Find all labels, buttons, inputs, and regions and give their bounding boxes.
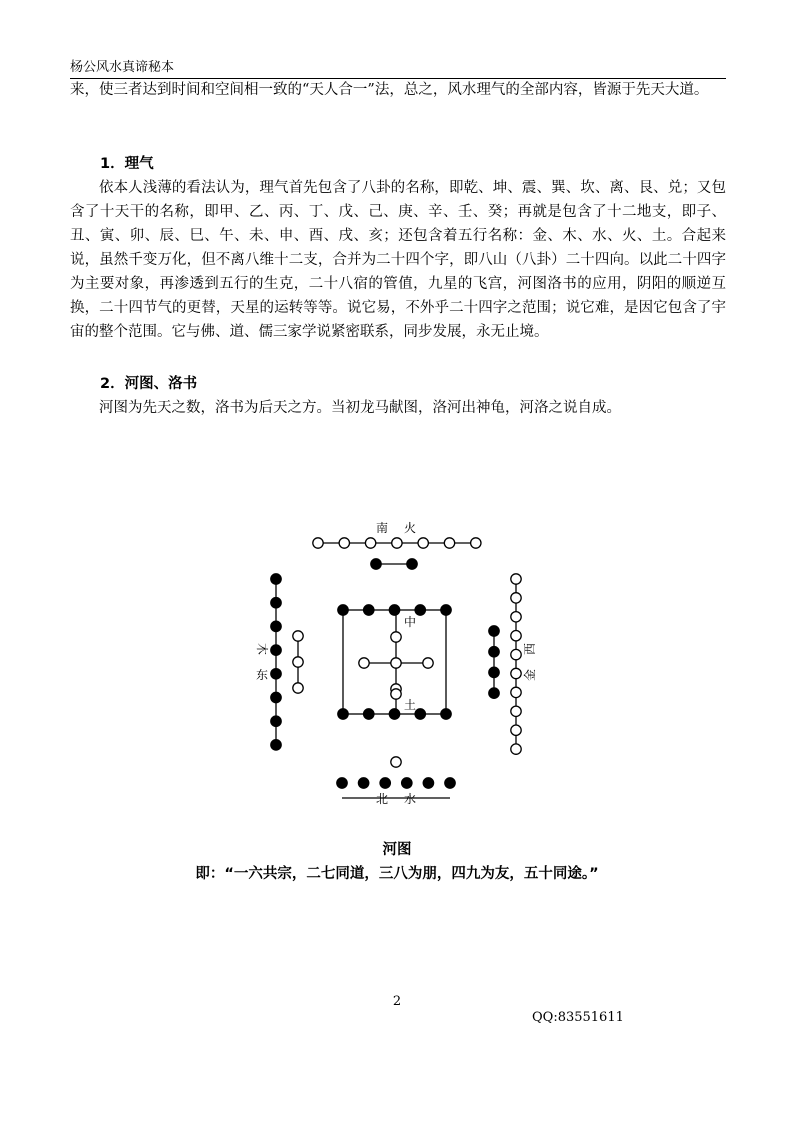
section-heading-hetu-luoshu: 2．河图、洛书 — [100, 376, 198, 392]
hetu-quote: 即：“一六共宗，二七同道，三八为朋，四九为友，五十同途。” — [195, 866, 599, 882]
hetu-dot-east-filled — [271, 645, 281, 655]
hetu-dot-west-open — [511, 631, 521, 641]
hetu-dot-center-filled — [338, 605, 348, 615]
hetu-dot-center-filled — [338, 709, 348, 719]
hetu-dot-south-filled — [407, 559, 417, 569]
hetu-dot-east-filled — [271, 621, 281, 631]
running-header: 杨公风水真谛秘本 — [70, 56, 726, 79]
hetu-dot-east-open — [293, 683, 303, 693]
label-north: 北 — [375, 792, 389, 806]
diagram-caption: 河图 — [382, 842, 412, 858]
hetu-dot-east-filled — [271, 740, 281, 750]
hetu-dot-west-open — [511, 612, 521, 622]
hetu-dot-center-filled — [415, 605, 425, 615]
hetu-dot-center-open — [423, 658, 433, 668]
label-wood: 木 — [255, 642, 269, 656]
hetu-dot-west-filled — [489, 667, 499, 677]
hetu-dot-east-filled — [271, 574, 281, 584]
hetu-dot-south-open — [471, 538, 481, 548]
hetu-dot-west-open — [511, 668, 521, 678]
hetu-dot-west-open — [511, 725, 521, 735]
hetu-dot-west-filled — [489, 647, 499, 657]
label-fire: 火 — [403, 521, 417, 535]
hetu-dot-center-open — [359, 658, 369, 668]
label-south: 南 — [375, 521, 389, 535]
hetu-dot-north-open — [391, 757, 401, 767]
hetu-dot-north-filled — [423, 778, 433, 788]
hetu-dot-south-open — [418, 538, 428, 548]
hetu-dot-center-filled — [441, 605, 451, 615]
contact-qq: QQ:83551611 — [532, 1010, 624, 1025]
hetu-dot-west-filled — [489, 626, 499, 636]
hetu-dot-west-open — [511, 706, 521, 716]
hetu-dot-east-open — [293, 631, 303, 641]
hetu-dot-north-filled — [337, 778, 347, 788]
hetu-dot-south-open — [339, 538, 349, 548]
hetu-dot-center-open — [391, 689, 401, 699]
hetu-dot-north-filled — [445, 778, 455, 788]
hetu-dot-center-filled — [441, 709, 451, 719]
hetu-dot-west-open — [511, 574, 521, 584]
hetu-paragraph: 河图为先天之数，洛书为后天之方。当初龙马献图，洛河出神龟，河洛之说自成。 — [99, 400, 621, 416]
hetu-dot-center-filled — [415, 709, 425, 719]
hetu-dot-west-filled — [489, 688, 499, 698]
hetu-dot-south-open — [313, 538, 323, 548]
page-number: 2 — [392, 994, 402, 1009]
hetu-dot-south-open — [392, 538, 402, 548]
hetu-dot-center-open — [391, 632, 401, 642]
hetu-dot-east-filled — [271, 669, 281, 679]
hetu-dot-east-filled — [271, 692, 281, 702]
hetu-dot-west-open — [511, 649, 521, 659]
label-east: 东 — [255, 668, 269, 682]
hetu-dot-north-filled — [358, 778, 368, 788]
hetu-dot-center-filled — [364, 605, 374, 615]
hetu-dot-south-open — [444, 538, 454, 548]
section-heading-liqi: 1．理气 — [100, 156, 154, 172]
hetu-dot-west-open — [511, 593, 521, 603]
hetu-dot-west-open — [511, 687, 521, 697]
hetu-dot-north-filled — [402, 778, 412, 788]
hetu-dot-east-open — [293, 657, 303, 667]
label-center: 中 — [403, 615, 417, 629]
hetu-dot-north-filled — [380, 778, 390, 788]
liqi-paragraph: 依本人浅薄的看法认为，理气首先包含了八卦的名称，即乾、坤、震、巽、坎、离、艮、兑；又包含了十天干的名称，即甲、乙、丙、丁、戊、己、庚、辛、壬、癸；再就是包含了十二地支，即子、丑、寅、卯、辰、巳、午、未、申、酉、戌、亥；还包含着五行名称：金、木、水、火、土。合起来说，虽然千变万化，但不离八维十二支，合并为二十四个字，即八山（八卦）二十四向。以此二十四字为主要对象，再渗透到五行的生克，二十八宿的管值，九星的飞宫，河图洛书的应用，阴阳的顺逆互换，二十四节气的更替，天星的运转等等。说它易，不外乎二十四字之范围；说它难，是因它包含了宇宙的整个范围。它与佛、道、儒三家学说紧密联系，同步发展，永无止境。 — [70, 180, 726, 340]
hetu-dot-west-open — [511, 744, 521, 754]
hetu-dot-center-filled — [364, 709, 374, 719]
label-metal: 金 — [523, 668, 537, 682]
label-west: 西 — [523, 642, 537, 656]
hetu-dot-east-filled — [271, 598, 281, 608]
hetu-dot-east-filled — [271, 716, 281, 726]
hetu-dot-center-open — [391, 658, 401, 668]
label-water: 水 — [403, 792, 417, 806]
hetu-dot-south-filled — [371, 559, 381, 569]
label-earth: 土 — [403, 698, 417, 712]
hetu-dot-center-filled — [389, 709, 399, 719]
hetu-dot-south-open — [365, 538, 375, 548]
hetu-dot-center-filled — [389, 605, 399, 615]
intro-paragraph: 来，使三者达到时间和空间相一致的“天人合一”法，总之，风水理气的全部内容，皆源于先天大道。 — [70, 82, 709, 98]
